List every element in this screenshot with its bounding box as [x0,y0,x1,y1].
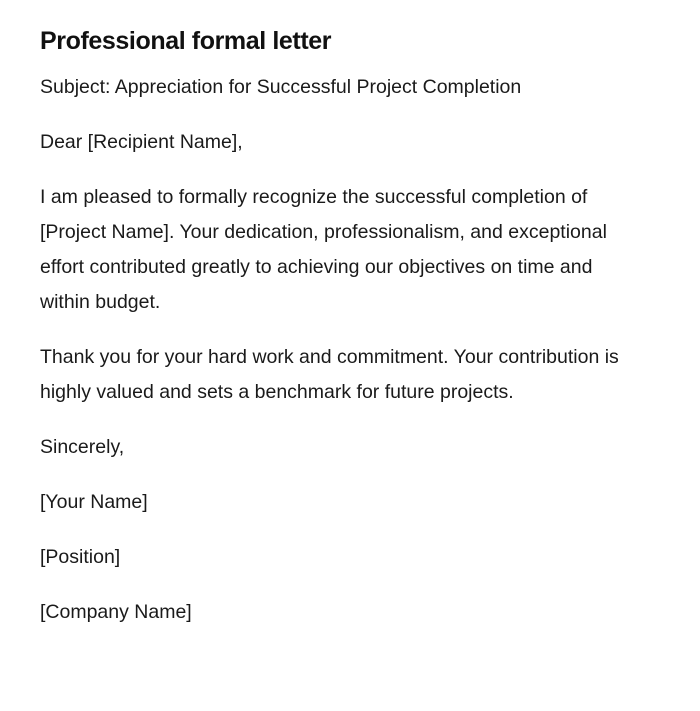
letter-body-paragraph-2: Thank you for your hard work and commitment. Your contribution is highly valued and sets a benchmark for future projects. [40,346,619,403]
signature-name: [Your Name] [40,491,148,513]
letter-salutation: Dear [Recipient Name], [40,131,243,153]
letter-closing: Sincerely, [40,436,125,458]
signature-company: [Company Name] [40,601,192,623]
letter-body-paragraph-1: I am pleased to formally recognize the successful completion of [Project Name]. Your dedication, professionalism, and exceptional effort contributed greatly to achieving our objectives on time and within budget. [40,186,607,313]
signature-position: [Position] [40,546,121,568]
page-title: Professional formal letter [40,27,332,55]
letter-subject: Subject: Appreciation for Successful Project Completion [40,76,522,98]
